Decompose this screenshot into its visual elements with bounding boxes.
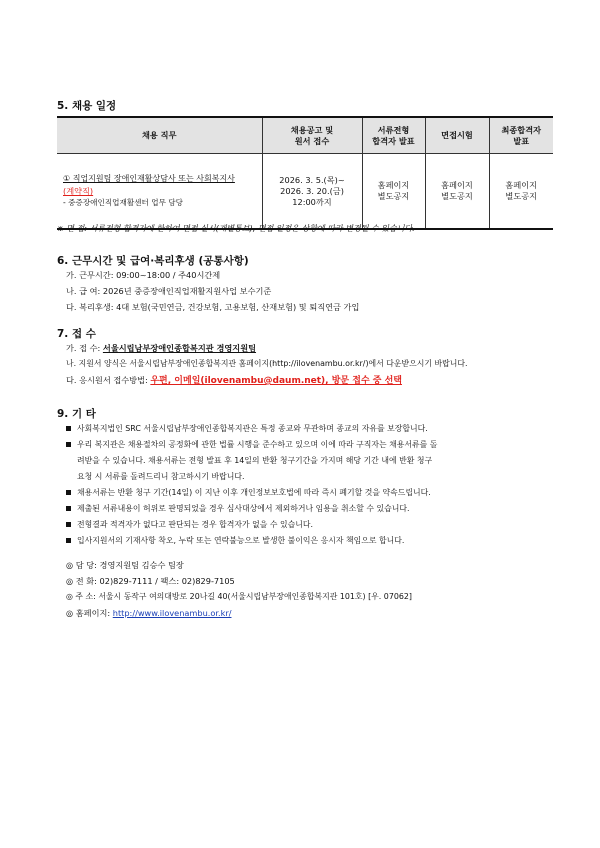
note-item: 입사지원서의 기재사항 착오, 누락 또는 연락불능으로 발생한 불이익은 응시자 책임으로 합니다.: [66, 535, 404, 547]
header-interview: 면접시험: [425, 117, 489, 154]
job-duty: - 중증장애인직업재활센터 업무 담당: [63, 198, 184, 207]
contact-address: ◎ 주 소: 서울시 동작구 여의대방로 20나길 40(서울시립남부장애인종합복지관 101호) [우. 07062]: [66, 592, 412, 601]
schedule-table: [57, 116, 553, 230]
submission-options: 우편, 이메일(ilovenambu@daum.net), 방문 접수 중 선택: [150, 376, 402, 386]
interview-note: ※ 면 접: 서류전형 합격자에 한하여 면접 실시(개별통보), 면접 일정은 상황에 따라 변경될 수 있습니다.: [57, 224, 415, 233]
form-download: 나. 지원서 양식은 서울시립남부장애인종합복지관 홈페이지(http://ilovenambu.or.kr/)에서 다운받으시기 바랍니다.: [66, 359, 468, 368]
period-line: 2026. 3. 5.(목)~: [279, 174, 345, 185]
section-5-heading: 5. 채용 일정: [57, 100, 117, 112]
job-title: ① 직업지원팀 장애인재활상담사 또는 사회복지사: [63, 174, 235, 183]
note-item: 제출된 서류내용이 허위로 판명되었을 경우 심사대상에서 제외하거나 임용을 취소할 수 있습니다.: [66, 503, 410, 515]
bullet-icon: [66, 490, 71, 495]
note-item: 전형결과 적격자가 없다고 판단되는 경우 합격자가 없을 수 있습니다.: [66, 519, 313, 531]
bullet-icon: [66, 426, 71, 431]
homepage-link[interactable]: http://www.ilovenambu.or.kr/: [112, 608, 232, 618]
note-item-cont: 려받을 수 있습니다. 채용서류는 전형 발표 후 14일의 반환 청구기간을 가지며 해당 기간 내에 반환 청구: [77, 456, 433, 465]
note-item: 사회복지법인 SRC 서울시립남부장애인종합복지관은 특정 종교와 무관하며 종교의 자유를 보장합니다.: [66, 423, 428, 435]
bullet-icon: [66, 522, 71, 527]
benefits: 다. 복리후생: 4대 보험(국민연금, 건강보험, 고용보험, 산재보험) 및 퇴직연금 가입: [66, 302, 360, 312]
period-line: 12:00까지: [292, 196, 332, 207]
reception-line: 가. 접 수: 서울시립남부장애인종합복지관 경영지원팀: [66, 343, 257, 353]
period-line: 2026. 3. 20.(금): [280, 185, 344, 196]
header-application: 채용공고 및 원서 접수: [262, 117, 362, 154]
section-7-heading: 7. 접 수: [57, 328, 96, 340]
work-hours: 가. 근무시간: 09:00~18:00 / 주40시간제: [66, 270, 221, 280]
header-job: 채용 직무: [57, 117, 262, 154]
note-item: 우리 복지관은 채용절차의 공정화에 관한 법률 시행을 준수하고 있으며 이에 따라 구직자는 채용서류를 돌: [66, 439, 437, 451]
note-item: 채용서류는 반환 청구 기간(14일) 이 지난 이후 개인정보보호법에 따라 즉시 폐기할 것을 약속드립니다.: [66, 487, 431, 499]
bullet-icon: [66, 442, 71, 447]
section-9-heading: 9. 기 타: [57, 408, 96, 420]
final-result-cell: 홈페이지 별도공지: [489, 154, 553, 230]
application-period-cell: [262, 154, 362, 230]
header-final-result: 최종합격자 발표: [489, 117, 553, 154]
contact-phone: ◎ 전 화: 02)829-7111 / 팩스: 02)829-7105: [66, 576, 235, 586]
salary: 나. 급 여: 2026년 중증장애인직업재활지원사업 보수기준: [66, 286, 272, 296]
document-result-cell: 홈페이지 별도공지: [362, 154, 425, 230]
note-item-cont: 요청 시 서류를 돌려드리니 참고하시기 바랍니다.: [77, 472, 245, 481]
interview-cell: 홈페이지 별도공지: [425, 154, 489, 230]
contact-manager: ◎ 담 당: 경영지원팀 김승수 팀장: [66, 560, 184, 570]
job-cell: [57, 154, 262, 230]
header-document-result: 서류전형 합격자 발표: [362, 117, 425, 154]
bullet-icon: [66, 506, 71, 511]
job-contract: (계약직): [63, 186, 94, 196]
contact-homepage: ◎ 홈페이지: http://www.ilovenambu.or.kr/: [66, 608, 232, 618]
section-6-heading: 6. 근무시간 및 급여·복리후생 (공통사항): [57, 255, 249, 267]
reception-team: 서울시립남부장애인종합복지관 경영지원팀: [102, 343, 257, 353]
submission-method: 다. 응시원서 접수방법: 우편, 이메일(ilovenambu@daum.net), 방문 접수 중 선택: [66, 375, 402, 386]
bullet-icon: [66, 538, 71, 543]
